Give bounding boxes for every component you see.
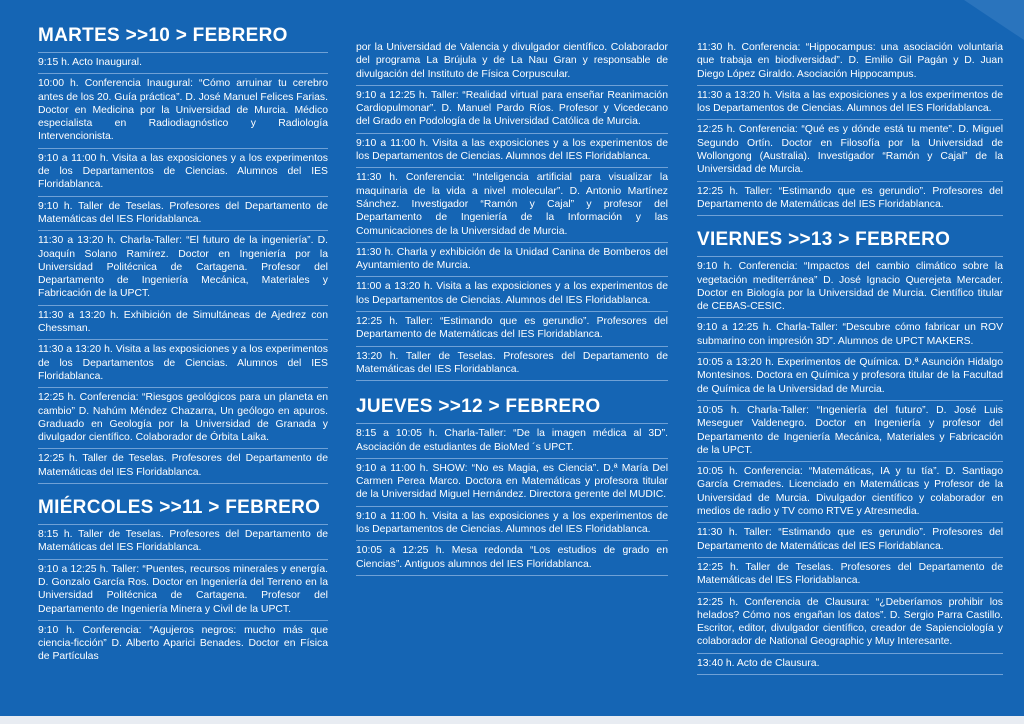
column-middle: [356, 38, 668, 576]
schedule-entry: 12:25 h. Taller: “Estimando que es gerundio”. Profesores del Departamento de Matemáticas del IES Floridablanca.: [356, 312, 668, 347]
schedule-entry: 12:25 h. Conferencia: “Riesgos geológicos para un planeta en cambio” D. Nahúm Méndez Chazarra, Un geólogo en apuros. Graduado en Geología por la Universidad de Granada y divulgador científico. Colaborador de Órbita Laika.: [38, 388, 328, 449]
schedule-entry: 10:00 h. Conferencia Inaugural: “Cómo arruinar tu cerebro antes de los 20. Guía práctica”. D. José Manuel Felices Farias. Doctor en Medicina por la Universidad de Murcia. Médico especialista en Radiodiagnóstico y Radiología Intervencionista.: [38, 74, 328, 148]
schedule-entry: 13:20 h. Taller de Teselas. Profesores del Departamento de Matemáticas del IES Floridablanca.: [356, 347, 668, 382]
schedule-entry: 9:10 a 12:25 h. Charla-Taller: “Descubre cómo fabricar un ROV submarino con impresión 3D”. Alumnos de UPCT MAKERS.: [697, 318, 1003, 353]
corner-decoration: [964, 0, 1024, 40]
schedule-entry: 13:40 h. Acto de Clausura.: [697, 654, 1003, 675]
column-left: [38, 14, 328, 668]
schedule-entry-continuation: por la Universidad de Valencia y divulgador científico. Colaborador del programa La Brújula y de La Nau Gran y responsable de divulgación del Instituto de Física Corpuscular.: [356, 38, 668, 86]
schedule-entry: 8:15 h. Taller de Teselas. Profesores del Departamento de Matemáticas del IES Floridablanca.: [38, 524, 328, 560]
schedule-entry: 12:25 h. Taller: “Estimando que es gerundio”. Profesores del Departamento de Matemáticas del IES Floridablanca.: [697, 182, 1003, 217]
schedule-entry: 9:10 h. Taller de Teselas. Profesores del Departamento de Matemáticas del IES Floridablanca.: [38, 197, 328, 232]
schedule-entry: 11:30 h. Conferencia: “Hippocampus: una asociación voluntaria que trabaja en biodiversidad”. D. Emilio Gil Pagán y D. Juan Diego López Giraldo. Asociación Hippocampus.: [697, 38, 1003, 86]
schedule-entry: 9:10 h. Conferencia: “Impactos del cambio climático sobre la vegetación mediterránea” D. José Ignacio Querejeta Mercader. Doctor en Biología por la Universidad de Murcia. Científico titular de CEBAS-CESIC.: [697, 256, 1003, 318]
day-heading-miercoles: MIÉRCOLES >>11 > FEBRERO: [38, 497, 321, 519]
day-heading-viernes: VIERNES >>13 > FEBRERO: [697, 229, 951, 251]
schedule-entry: 11:30 a 13:20 h. Visita a las exposiciones y a los experimentos de los Departamentos de Ciencias. Alumnos del IES Floridablanca.: [697, 86, 1003, 121]
schedule-entry: 11:30 a 13:20 h. Visita a las exposiciones y a los experimentos de los Departamentos de Ciencias. Alumnos del IES Floridablanca.: [38, 340, 328, 388]
schedule-entry: 9:10 a 11:00 h. SHOW: “No es Magia, es Ciencia”. D.ª María Del Carmen Perea Marco. Doctora en Matemáticas y profesora titular de la Universidad Miguel Hernández. Directora gerente del MUDIC.: [356, 459, 668, 507]
schedule-entry: 11:00 a 13:20 h. Visita a las exposiciones y a los experimentos de los Departamentos de Ciencias. Alumnos del IES Floridablanca.: [356, 277, 668, 312]
schedule-entry: 11:30 a 13:20 h. Exhibición de Simultáneas de Ajedrez con Chessman.: [38, 306, 328, 341]
schedule-entry: 12:25 h. Taller de Teselas. Profesores del Departamento de Matemáticas del IES Floridablanca.: [38, 449, 328, 484]
schedule-entry: 11:30 h. Charla y exhibición de la Unidad Canina de Bomberos del Ayuntamiento de Murcia.: [356, 243, 668, 278]
schedule-entry: 10:05 h. Charla-Taller: “Ingeniería del futuro”. D. José Luis Meseguer Valdenegro. Doctor en Ingeniería y profesor del Departamento de Ingeniería Mecánica, Materiales y Fabricación de la UPCT.: [697, 401, 1003, 462]
bottom-decoration: [0, 716, 1024, 724]
schedule-entry: 10:05 a 12:25 h. Mesa redonda “Los estudios de grado en Ciencias”. Antiguos alumnos del IES Floridablanca.: [356, 541, 668, 576]
schedule-entry: 10:05 a 13:20 h. Experimentos de Química. D.ª Asunción Hidalgo Montesinos. Doctora en Química y profesora titular de la Facultad de Química de la Universidad de Murcia.: [697, 353, 1003, 401]
schedule-entry: 9:10 a 12:25 h. Taller: “Realidad virtual para enseñar Reanimación Cardiopulmonar”. D. Manuel Pardo Ríos. Profesor y Vicedecano del Grado en Podología de la Universidad Católica de Murcia.: [356, 86, 668, 134]
schedule-entry: 11:30 a 13:20 h. Charla-Taller: “El futuro de la ingeniería”. D. Joaquín Solano Ramírez. Doctor en Ingeniería por la Universidad Politécnica de Cartagena. Profesor del Departamento de Ingeniería Mecánica, Materiales y Fabricación de la UPCT.: [38, 231, 328, 305]
schedule-entry: 9:10 a 12:25 h. Taller: “Puentes, recursos minerales y energía. D. Gonzalo García Ros. Doctor en Ingeniería del Terreno en la Universidad Politécnica de Cartagena. Profesor del Departamento de Ingeniería Minera y Civil de la UPCT.: [38, 560, 328, 621]
schedule-entry: 9:10 a 11:00 h. Visita a las exposiciones y a los experimentos de los Departamentos de Ciencias. Alumnos del IES Floridablanca.: [356, 134, 668, 169]
schedule-entry: 11:30 h. Taller: “Estimando que es gerundio”. Profesores del Departamento de Matemáticas del IES Floridablanca.: [697, 523, 1003, 558]
schedule-entry: 11:30 h. Conferencia: “Inteligencia artificial para visualizar la maquinaria de la vida a nivel molecular”. D. Antonio Martínez Sánchez. Investigador “Ramón y Cajal” y profesor del Departamento de Ingeniería de la Información y las Comunicaciones de la Universidad de Murcia.: [356, 168, 668, 242]
schedule-entry: 12:25 h. Conferencia de Clausura: “¿Deberíamos prohibir los helados? Cómo nos engañan los datos”. D. Sergio Parra Castillo. Escritor, editor, divulgador científico, creador de Sapienciología y colaborador de National Geographic y Muy Interesante.: [697, 593, 1003, 654]
schedule-entry: 9:10 a 11:00 h. Visita a las exposiciones y a los experimentos de los Departamentos de Ciencias. Alumnos del IES Floridablanca.: [356, 507, 668, 542]
day-heading-jueves: JUEVES >>12 > FEBRERO: [356, 396, 601, 418]
schedule-entry: 12:25 h. Conferencia: “Qué es y dónde está tu mente”. D. Miguel Segundo Ortín. Doctor en Filosofía por la Universidad de Wollongong (Australia). Investigador “Ramón y Cajal” de la Universidad de Murcia.: [697, 120, 1003, 181]
column-right: [697, 38, 1003, 675]
schedule-entry: 12:25 h. Taller de Teselas. Profesores del Departamento de Matemáticas del IES Floridablanca.: [697, 558, 1003, 593]
schedule-entry: 9:15 h. Acto Inaugural.: [38, 52, 328, 74]
schedule-entry: 9:10 a 11:00 h. Visita a las exposiciones y a los experimentos de los Departamentos de Ciencias. Alumnos del IES Floridablanca.: [38, 149, 328, 197]
schedule-entry: 8:15 a 10:05 h. Charla-Taller: “De la imagen médica al 3D”. Asociación de estudiantes de BioMed ´s UPCT.: [356, 423, 668, 459]
schedule-entry: 9:10 h. Conferencia: “Agujeros negros: mucho más que ciencia-ficción” D. Alberto Aparici Benades. Doctor en Física de Partículas: [38, 624, 328, 663]
schedule-entry: 10:05 h. Conferencia: “Matemáticas, IA y tu tía”. D. Santiago García Cremades. Licenciado en Matemáticas y Profesor de la Universidad de Murcia. Divulgador científico y colaborador en medios de radio y TV como RTVE y Atresmedia.: [697, 462, 1003, 523]
day-heading-martes: MARTES >>10 > FEBRERO: [38, 25, 288, 46]
